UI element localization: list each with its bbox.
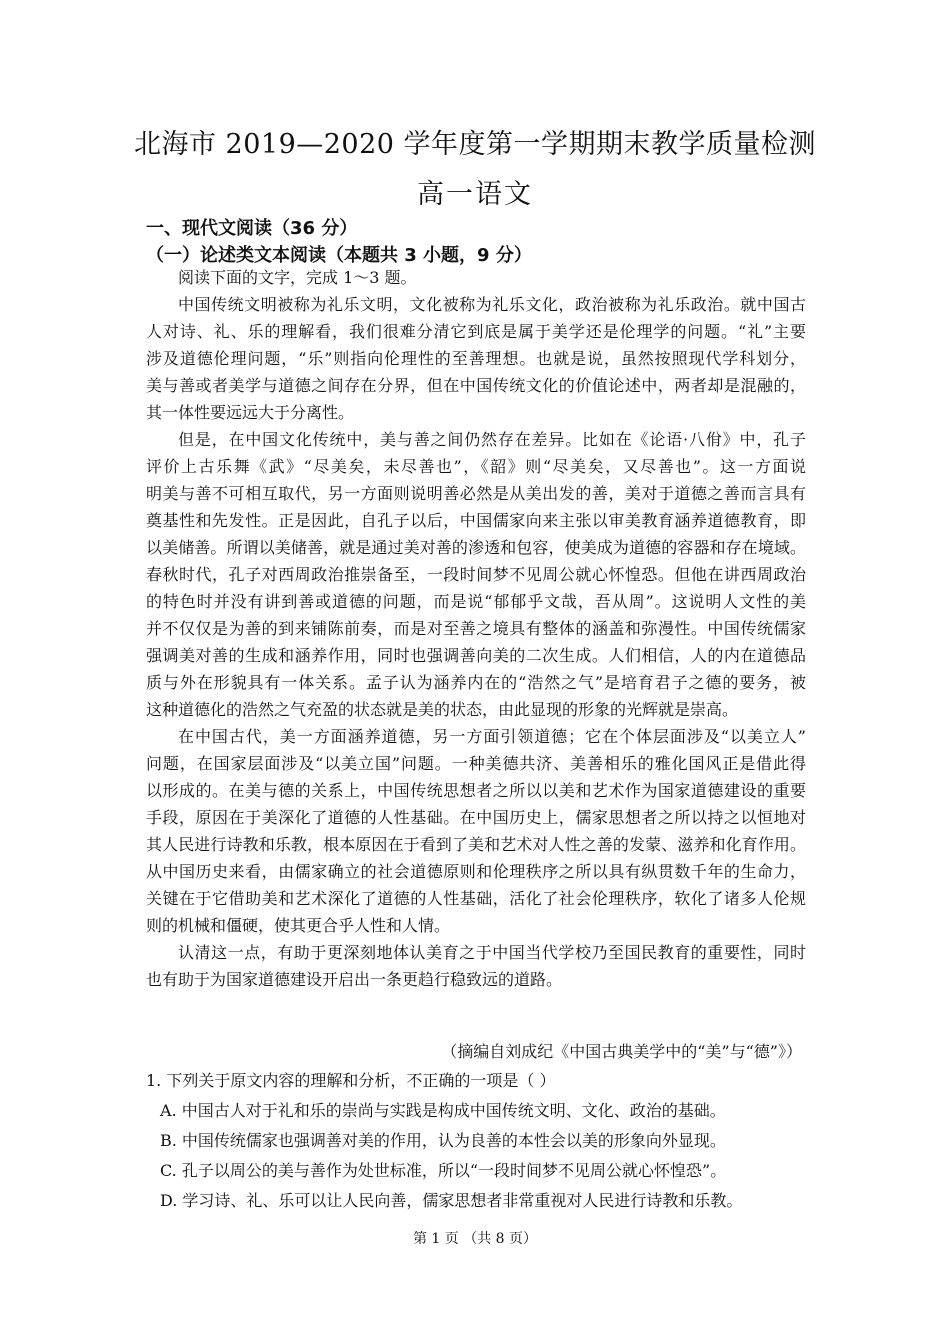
passage-line: 关键在于它借助美和艺术深化了道德的人性基础，活化了社会伦理秩序，软化了诸多人伦规 — [146, 889, 806, 908]
passage-line: 美与善或者美学与道德之间存在分界，但在中国传统文化的价值论述中，两者却是混融的， — [146, 376, 806, 395]
passage-line: 涉及道德伦理问题，“乐”则指向伦理性的至善理想。也就是说，虽然按照现代学科划分， — [146, 349, 806, 368]
passage-source: （摘编自刘成纪《中国古典美学中的“美”与“德”》） — [441, 1042, 802, 1061]
passage-line: 在中国古代，美一方面涵养道德，另一方面引领道德；它在个体层面涉及“以美立人” — [178, 727, 806, 746]
passage-line: 则的机械和僵硬，使其更合乎人性和人情。 — [146, 916, 451, 935]
exam-subject: 高一语文 — [417, 179, 533, 210]
section-heading: 一、现代文阅读（36 分） — [146, 218, 358, 239]
passage-line: 从中国历史来看，由儒家确立的社会道德原则和伦理秩序之所以具有纵贯数千年的生命力， — [146, 862, 806, 881]
option-d: D. 学习诗、礼、乐可以让人民向善，儒家思想者非常重视对人民进行诗教和乐教。 — [160, 1191, 743, 1210]
passage-line: 强调美对善的生成和涵养作用，同时也强调善向美的二次生成。人们相信，人的内在道德品 — [146, 646, 806, 665]
passage-line: 其一体性要远远大于分离性。 — [146, 403, 355, 422]
part-heading: （一）论述类文本阅读（本题共 3 小题，9 分） — [146, 245, 532, 266]
passage-line: 问题，在国家层面涉及“以美立国”问题。一种美德共济、美善相乐的雅化国风正是借此得 — [146, 754, 806, 773]
question-stem: 1. 下列关于原文内容的理解和分析，不正确的一项是（ ） — [146, 1071, 556, 1090]
question-1 — [146, 1066, 806, 1216]
option-b: B. 中国传统儒家也强调善对美的作用，认为良善的本性会以美的形象向外显现。 — [160, 1131, 726, 1150]
option-a: A. 中国古人对于礼和乐的崇尚与实践是构成中国传统文明、文化、政治的基础。 — [160, 1101, 726, 1120]
passage-line: 以美储善。所谓以美储善，就是通过美对善的渗透和包容，使美成为道德的容器和存在境域。 — [146, 538, 806, 557]
option-c: C. 孔子以周公的美与善作为处世标准，所以“一段时间梦不见周公就心怀惶恐”。 — [160, 1161, 727, 1180]
passage-line: 认清这一点，有助于更深刻地体认美育之于中国当代学校乃至国民教育的重要性，同时 — [178, 943, 806, 962]
passage-line: 质与外在形貌具有一体关系。孟子认为涵养内在的“浩然之气”是培育君子之德的要务，被 — [146, 673, 806, 692]
passage-line: 但是，在中国文化传统中，美与善之间仍然存在差异。比如在《论语·八佾》中，孔子 — [178, 430, 806, 449]
passage-line: 明美与善不可相互取代，另一方面则说明善必然是从美出发的善，美对于道德之善而言具有 — [146, 484, 806, 503]
page-number: 第 1 页 （共 8 页） — [412, 1231, 538, 1247]
passage-line: 以形成的。在美与德的关系上，中国传统思想者之所以以美和艺术作为国家道德建设的重要 — [146, 781, 806, 800]
passage-instruction: 阅读下面的文字，完成 1～3 题。 — [178, 268, 417, 287]
passage-line: 的特色时并没有讲到善或道德的问题，而是说“郁郁乎文哉，吾从周”。这说明人文性的美 — [146, 592, 806, 611]
passage-line: 这种道德化的浩然之气充盈的状态就是美的状态，由此显现的形象的光辉就是崇高。 — [146, 700, 739, 719]
passage-line: 中国传统文明被称为礼乐文明，文化被称为礼乐文化，政治被称为礼乐政治。就中国古 — [178, 295, 806, 314]
exam-title: 北海市 2019—2020 学年度第一学期期末教学质量检测 — [133, 129, 817, 160]
passage-line: 并不仅仅是为善的到来铺陈前奏，而是对至善之境具有整体的涵盖和弥漫性。中国传统儒家 — [146, 619, 806, 638]
passage-line: 其人民进行诗教和乐教，根本原因在于看到了美和艺术对人性之善的发蒙、滋养和化育作用。 — [146, 835, 806, 854]
passage-line: 手段，原因在于美深化了道德的人性基础。在中国历史上，儒家思想者之所以持之以恒地对 — [146, 808, 806, 827]
reading-passage — [146, 264, 806, 993]
passage-line: 评价上古乐舞《武》“尽美矣，未尽善也”，《韶》则“尽美矣，又尽善也”。这一方面说 — [146, 457, 806, 476]
passage-line: 奠基性和先发性。正是因此，自孔子以后，中国儒家向来主张以审美教育涵养道德教育，即 — [146, 511, 806, 530]
passage-line: 也有助于为国家道德建设开启出一条更趋行稳致远的道路。 — [146, 970, 563, 989]
passage-line: 春秋时代，孔子对西周政治推崇备至，一段时间梦不见周公就心怀惶恐。但他在讲西周政治 — [146, 565, 806, 584]
passage-line: 人对诗、礼、乐的理解看，我们很难分清它到底是属于美学还是伦理学的问题。“礼”主要 — [146, 322, 806, 341]
